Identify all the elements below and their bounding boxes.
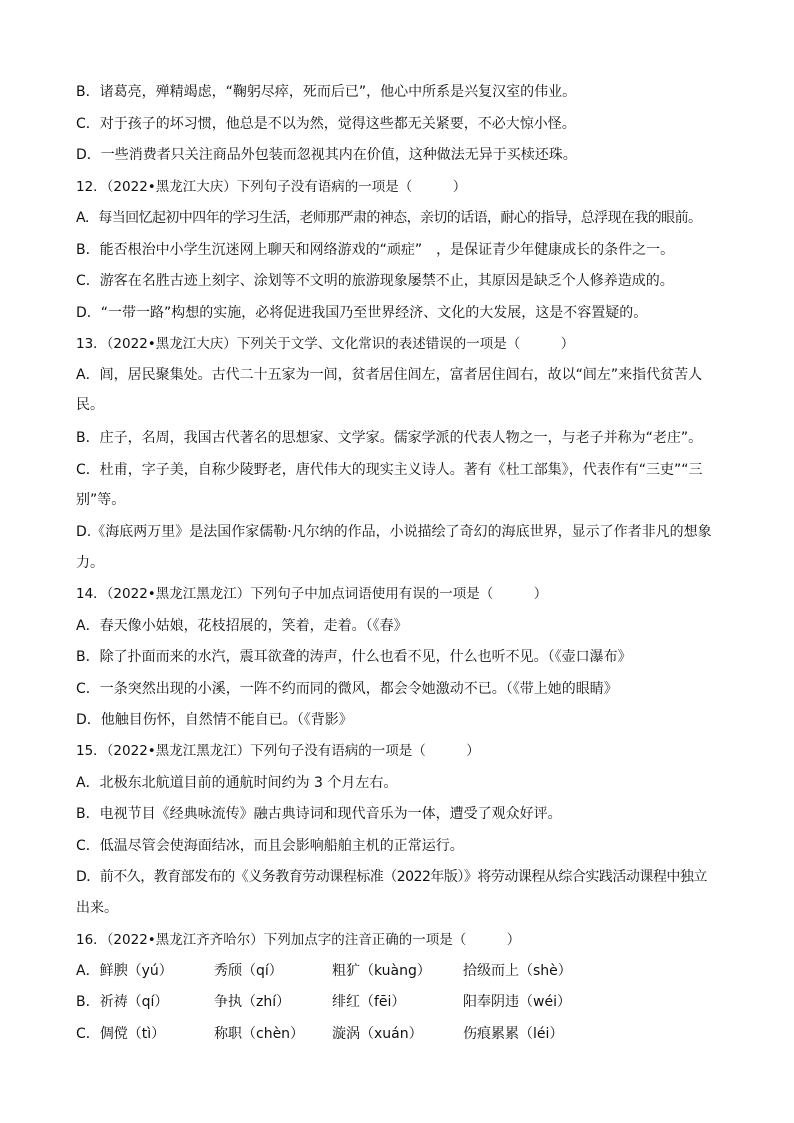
text-line: D．前不久，教育部发布的《义务教育劳动课程标准（2022年版）》将劳动课程从综合实践活动课程中独立 xyxy=(76,869,707,885)
text-line: C．杜甫，字子美，自称少陵野老，唐代伟大的现实主义诗人。著有《杜工部集》，代表作有“三吏”“三 xyxy=(76,462,703,478)
text-line: C．一条突然出现的小溪，一阵不约而同的微风，都会令她激动不已。（《带上她的眼睛》 xyxy=(76,681,618,697)
text-line: 别”等。 xyxy=(76,492,126,508)
option-cell: A．鲜腴（yú） xyxy=(76,963,173,979)
text-line: B．电视节目《经典咏流传》融古典诗词和现代音乐为一体，遭受了观众好评。 xyxy=(76,806,562,822)
option-cell: 漩涡（xuán） xyxy=(332,1026,423,1042)
text-line: B．除了扑面而来的水汽，震耳欲聋的涛声，什么也看不见，什么也听不见。（《壶口瀑布》 xyxy=(76,649,632,665)
option-cell: 争执（zhí） xyxy=(214,994,291,1010)
text-line: A．春天像小姑娘，花枝招展的，笑着，走着。（《春》 xyxy=(76,618,408,634)
question-12-stem: 12．（2022•黑龙江大庆）下列句子没有语病的一项是（ ） xyxy=(76,179,467,195)
option-cell: 绯红（fēi） xyxy=(332,994,406,1010)
option-cell: 称职（chèn） xyxy=(214,1026,305,1042)
question-14-stem: 14．（2022•黑龙江黑龙江）下列句子中加点词语使用有误的一项是（ ） xyxy=(76,586,548,602)
text-line: 力。 xyxy=(76,555,104,571)
option-cell: 伤痕累累（léi） xyxy=(463,1026,564,1042)
option-cell: B．祈祷（qí） xyxy=(76,994,169,1010)
text-line: 民。 xyxy=(76,397,104,413)
text-line: A．每当回忆起初中四年的学习生活，老师那严肃的神态，亲切的话语，耐心的指导，总浮现在我的眼前。 xyxy=(76,210,702,226)
question-15-stem: 15．（2022•黑龙江黑龙江）下列句子没有语病的一项是（ ） xyxy=(76,743,480,759)
text-line: 出来。 xyxy=(76,900,118,916)
text-line: D．一些消费者只关注商品外包装而忽视其内在价值，这种做法无异于买椟还珠。 xyxy=(76,147,577,163)
option-row-c xyxy=(76,1024,726,1044)
text-line: D．他触目伤怀，自然情不能自已。（《背影》 xyxy=(76,712,353,728)
text-line: D．“一带一路”构想的实施，必将促进我国乃至世界经济、文化的大发展，这是不容置疑的。 xyxy=(76,305,648,321)
text-line: D.《海底两万里》是法国作家儒勒·凡尔纳的作品，小说描绘了奇幻的海底世界，显示了作者非凡的想象 xyxy=(76,524,712,540)
text-line: A．闾，居民聚集处。古代二十五家为一闾，贫者居住闾左，富者居住闾右，故以“闾左”来指代贫苦人 xyxy=(76,367,703,383)
question-16-stem: 16．（2022•黑龙江齐齐哈尔）下列加点字的注音正确的一项是（ ） xyxy=(76,932,521,948)
text-line: A．北极东北航道目前的通航时间约为 3 个月左右。 xyxy=(76,775,398,791)
option-row-b xyxy=(76,992,726,1012)
option-cell: 拾级而上（shè） xyxy=(463,963,572,979)
question-13-stem: 13．（2022•黑龙江大庆）下列关于文学、文化常识的表述错误的一项是（ ） xyxy=(76,336,575,352)
text-line: B．庄子，名周，我国古代著名的思想家、文学家。儒家学派的代表人物之一，与老子并称为“老庄”。 xyxy=(76,430,703,446)
text-line: B．能否根治中小学生沉迷网上聊天和网络游戏的“顽症” ，是保证青少年健康成长的条件之一。 xyxy=(76,242,675,258)
option-cell: 秀颀（qí） xyxy=(214,963,283,979)
text-line: C．对于孩子的坏习惯，他总是不以为然，觉得这些都无关紧要，不必大惊小怪。 xyxy=(76,116,576,132)
option-cell: C．倜傥（tì） xyxy=(76,1026,166,1042)
text-line: C．低温尽管会使海面结冰，而且会影响船舶主机的正常运行。 xyxy=(76,838,464,854)
option-row-a xyxy=(76,961,726,981)
text-line: B．诸葛亮，殚精竭虑，“鞠躬尽瘁，死而后已”，他心中所系是兴复汉室的伟业。 xyxy=(76,84,577,100)
option-cell: 粗犷（kuàng） xyxy=(332,963,431,979)
option-cell: 阳奉阴违（wéi） xyxy=(463,994,571,1010)
text-line: C．游客在名胜古迹上刻字、涂划等不文明的旅游现象屡禁不止，其原因是缺乏个人修养造成的。 xyxy=(76,273,674,289)
